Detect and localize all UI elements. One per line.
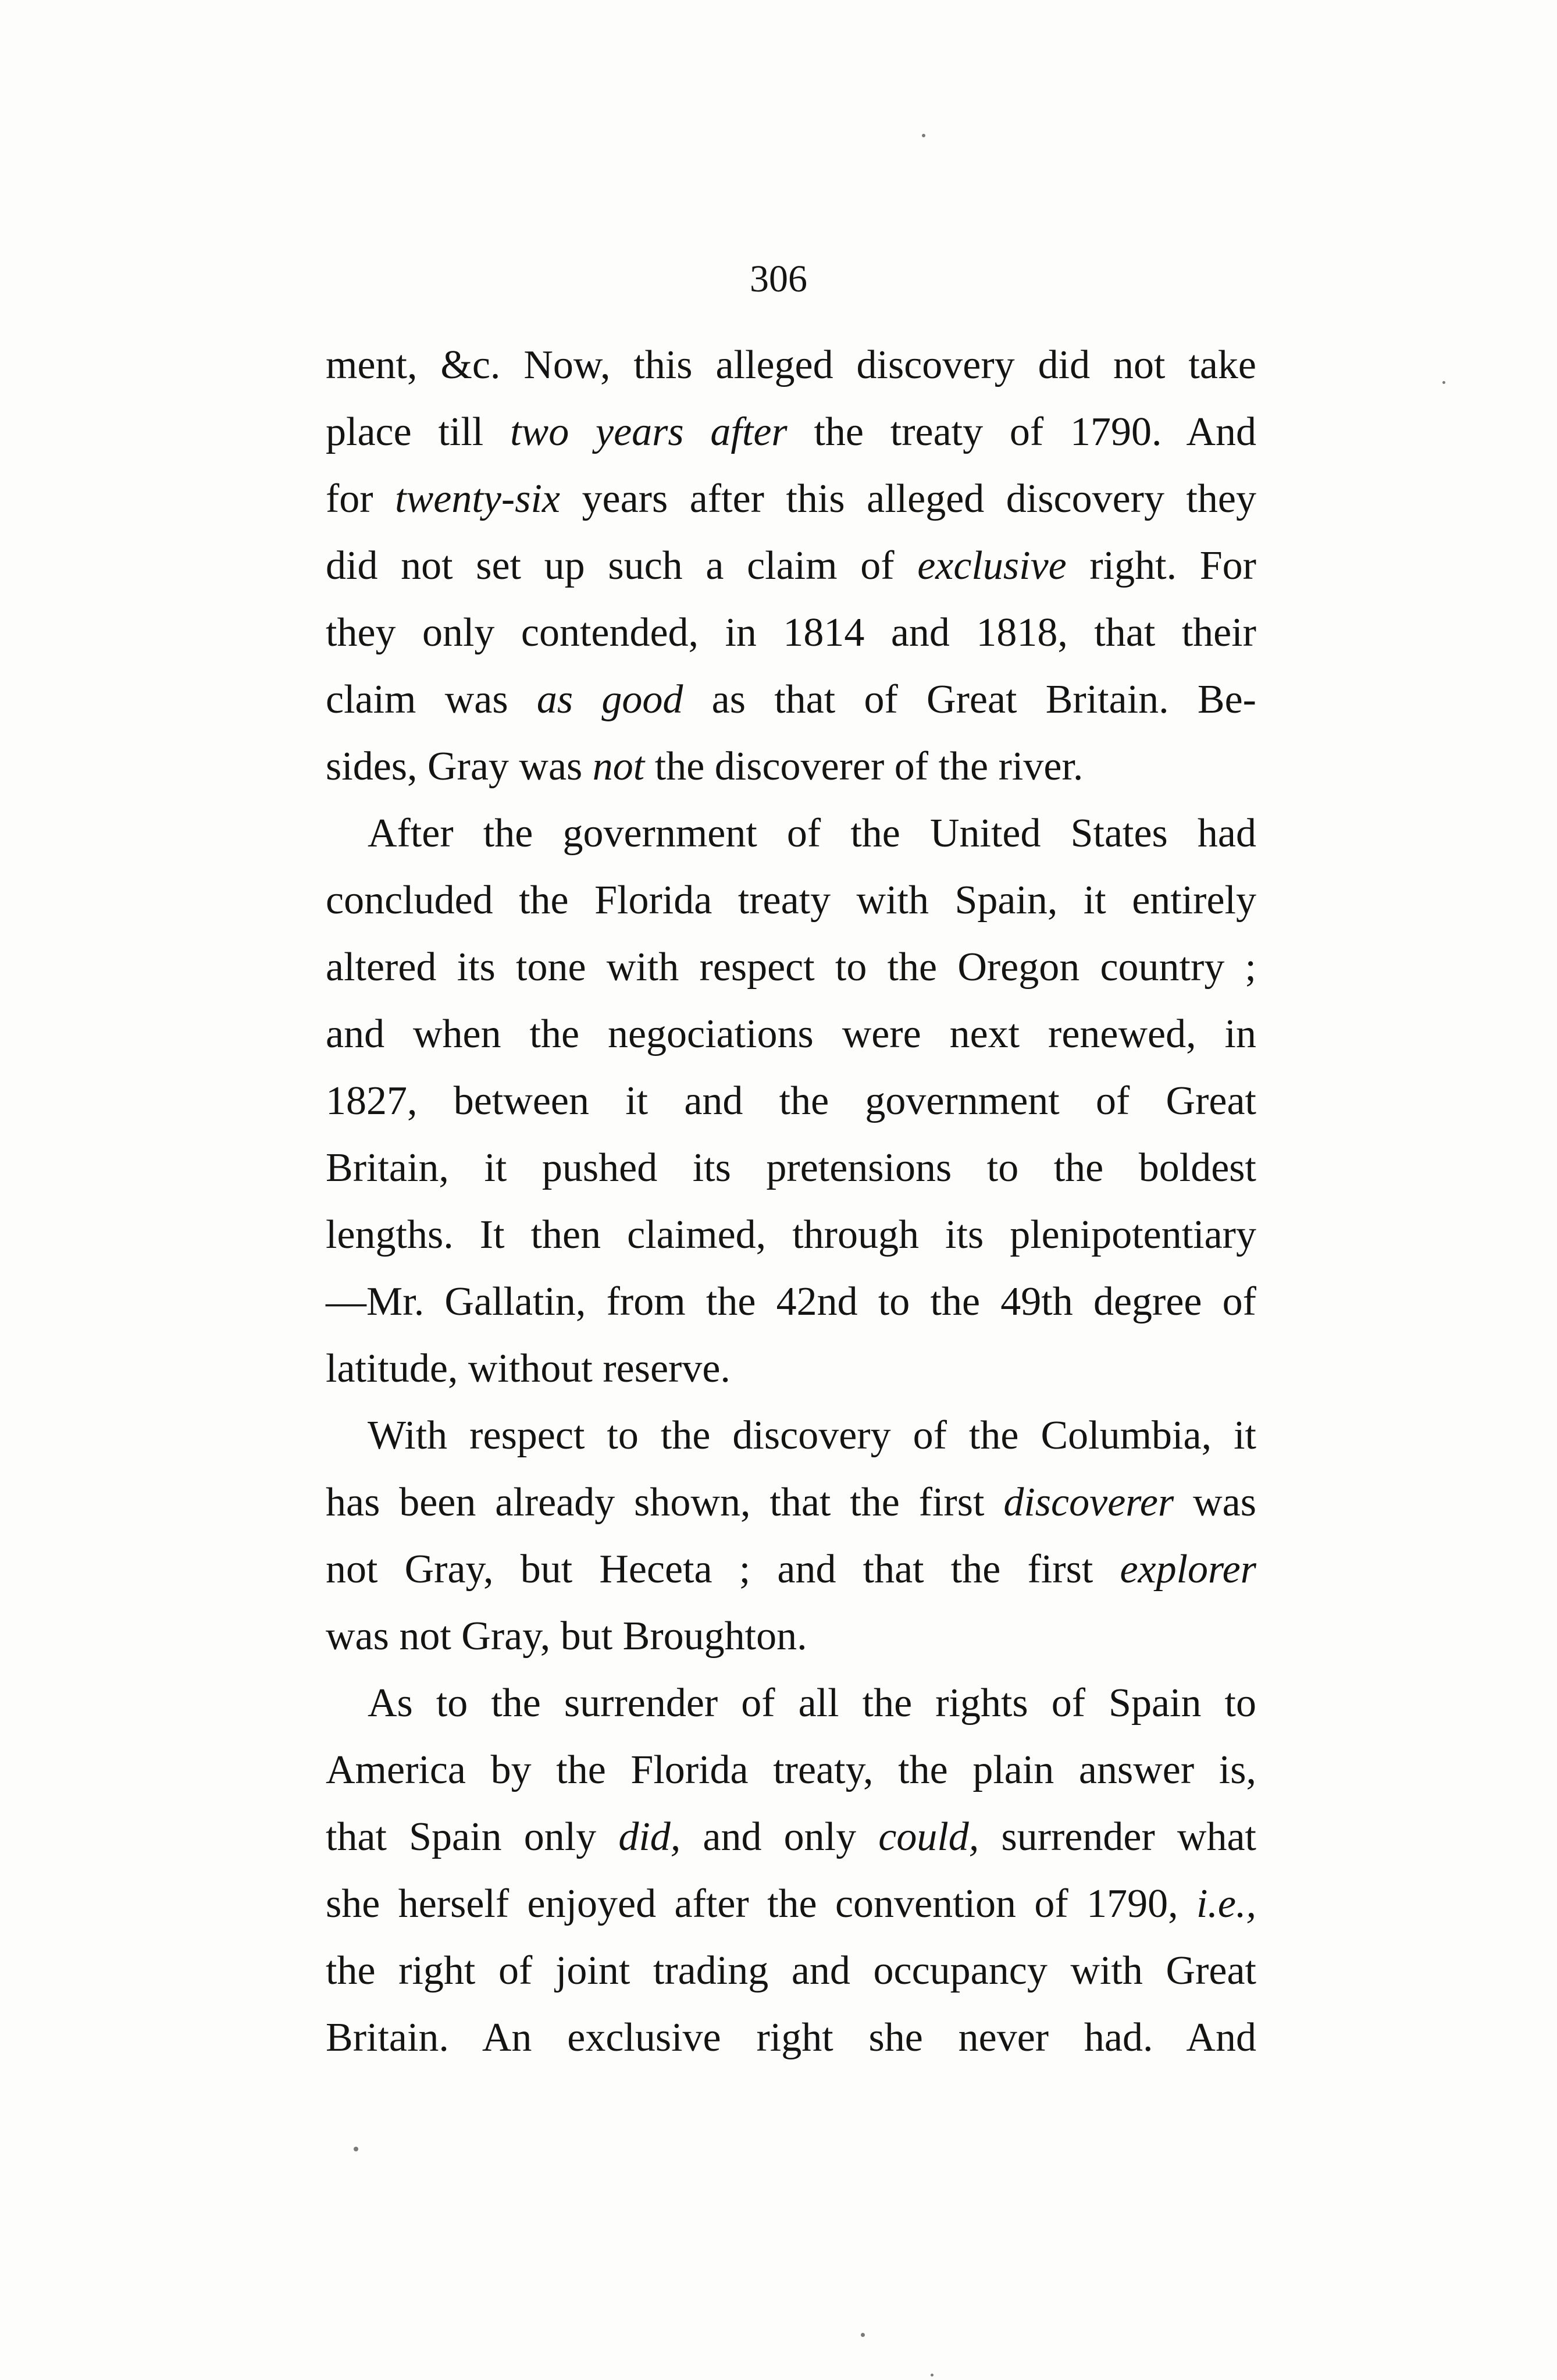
scan-speck bbox=[1442, 381, 1445, 384]
text-segment: that Spain only bbox=[326, 1815, 619, 1859]
text-segment: the right of joint trading and occupancy with Great bbox=[326, 1948, 1256, 1993]
text-segment: ment, &c. Now, this alleged discovery did not take bbox=[326, 343, 1256, 387]
text-segment: place till bbox=[326, 410, 511, 454]
text-line bbox=[326, 1670, 1256, 1737]
text-line bbox=[326, 867, 1256, 934]
italic-text: explorer bbox=[1120, 1547, 1256, 1592]
text-line bbox=[326, 465, 1256, 532]
text-segment: —Mr. Gallatin, from the 42nd to the 49th degree of bbox=[326, 1279, 1256, 1324]
text-segment: has been already shown, that the first bbox=[326, 1480, 1004, 1525]
text-line bbox=[326, 666, 1256, 733]
italic-text: not bbox=[592, 744, 645, 789]
text-segment: the treaty of 1790. And bbox=[787, 410, 1257, 454]
text-segment: America by the Florida treaty, the plain answer is, bbox=[326, 1748, 1256, 1792]
text-line bbox=[326, 934, 1256, 1001]
text-line bbox=[326, 1134, 1256, 1201]
text-line bbox=[326, 1001, 1256, 1068]
text-segment: for bbox=[326, 476, 396, 521]
text-segment: After the government of the United States had bbox=[368, 811, 1256, 856]
text-segment: altered its tone with respect to the Oregon country ; bbox=[326, 945, 1256, 990]
text-segment: did not set up such a claim of bbox=[326, 543, 918, 588]
text-line bbox=[326, 733, 1256, 800]
scan-speck bbox=[354, 2147, 358, 2151]
italic-text: could, bbox=[878, 1815, 979, 1859]
text-line bbox=[326, 599, 1256, 666]
text-segment: was bbox=[1174, 1480, 1256, 1525]
text-line bbox=[326, 1937, 1256, 2004]
text-segment: 1827, between it and the government of Great bbox=[326, 1079, 1256, 1123]
text-line bbox=[326, 2004, 1256, 2071]
text-segment: not Gray, but Heceta ; and that the first bbox=[326, 1547, 1120, 1592]
scan-speck bbox=[922, 134, 925, 137]
text-line bbox=[326, 399, 1256, 465]
page-number: 306 bbox=[750, 258, 807, 300]
text-segment: she herself enjoyed after the convention of 1790, bbox=[326, 1881, 1196, 1926]
italic-text: as good bbox=[536, 677, 683, 722]
italic-text: did, bbox=[618, 1815, 681, 1859]
text-line bbox=[326, 1201, 1256, 1268]
text-line bbox=[326, 1603, 1256, 1670]
text-segment: Britain, it pushed its pretensions to the boldest bbox=[326, 1145, 1256, 1190]
text-line bbox=[326, 332, 1256, 399]
italic-text: exclusive bbox=[917, 543, 1067, 588]
italic-text: two years after bbox=[510, 410, 788, 454]
italic-text: i.e., bbox=[1196, 1881, 1256, 1926]
scan-speck bbox=[861, 2333, 865, 2337]
text-line bbox=[326, 1803, 1256, 1870]
text-segment: lengths. It then claimed, through its plenipotentiary bbox=[326, 1212, 1256, 1257]
text-segment: as that of Great Britain. Be- bbox=[683, 677, 1256, 722]
body-text bbox=[326, 332, 1256, 2071]
text-line bbox=[326, 1737, 1256, 1803]
text-segment: Britain. An exclusive right she never had. And bbox=[326, 2015, 1256, 2060]
text-segment: With respect to the discovery of the Columbia, it bbox=[368, 1413, 1256, 1458]
text-segment: sides, Gray was bbox=[326, 744, 593, 789]
text-segment: right. For bbox=[1066, 543, 1256, 588]
text-segment: was not Gray, but Broughton. bbox=[326, 1614, 807, 1659]
text-segment: surrender what bbox=[979, 1815, 1256, 1859]
text-segment: latitude, without reserve. bbox=[326, 1346, 731, 1391]
text-segment: the discoverer of the river. bbox=[644, 744, 1084, 789]
text-line bbox=[326, 1268, 1256, 1335]
italic-text: discoverer bbox=[1003, 1480, 1174, 1525]
text-segment: and only bbox=[680, 1815, 879, 1859]
text-segment: years after this alleged discovery they bbox=[560, 476, 1257, 521]
text-line bbox=[326, 1335, 1256, 1402]
text-line bbox=[326, 800, 1256, 867]
text-segment: concluded the Florida treaty with Spain, it entirely bbox=[326, 878, 1256, 923]
text-line bbox=[326, 1536, 1256, 1603]
scan-speck bbox=[931, 2374, 934, 2377]
text-segment: claim was bbox=[326, 677, 537, 722]
text-segment: and when the negociations were next renewed, in bbox=[326, 1012, 1256, 1056]
text-segment: As to the surrender of all the rights of Spain to bbox=[368, 1681, 1256, 1726]
text-segment: they only contended, in 1814 and 1818, that their bbox=[326, 610, 1256, 655]
text-line bbox=[326, 1469, 1256, 1536]
text-line bbox=[326, 532, 1256, 599]
italic-text: twenty-six bbox=[395, 476, 560, 521]
text-line bbox=[326, 1870, 1256, 1937]
text-line bbox=[326, 1402, 1256, 1469]
text-line bbox=[326, 1068, 1256, 1134]
